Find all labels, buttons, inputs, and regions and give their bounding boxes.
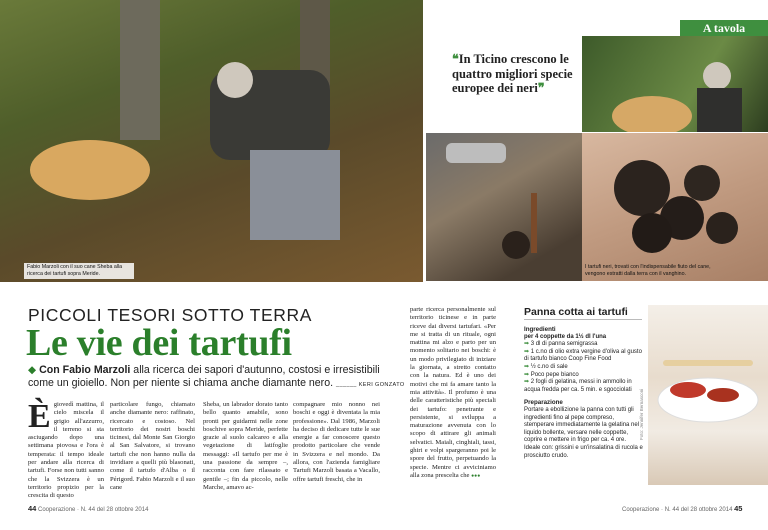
body-column-3: Sheba, un labrador dorato tanto bello quanto amabile, sono pronti per guidarmi nelle zone boschive sopra Meride, perfette grazie al suolo calcareo e alla vegetazione di latifoglie messaggi: «Il tartufo per me è una passione da sempre –, racconta con fare rilassato e gentile –; fin da piccolo, nelle Marche, amavo ac- — [203, 401, 288, 491]
byline-author: KERI GONZATO — [358, 382, 405, 388]
article-kicker: PICCOLI TESORI SOTTO TERRA — [28, 305, 312, 325]
pull-quote — [452, 52, 577, 96]
preparation-text: Portare a ebollizione la panna con tutti gli ingredienti fino al pepe compreso, stemperare immediatamente la gelatina nel liquido bollente, versare nelle coppette, coprire e mettere in frigo per ca. 4 ore. Ideale con: grissini e un'insalatina di rucola e prosciutto crudo. — [524, 406, 643, 459]
page-number-right: 45 — [734, 504, 743, 513]
photo-credit: Foto: Jennifer Bernasconi — [639, 388, 644, 440]
article-headline: Le vie dei tartufi — [26, 322, 292, 364]
body-text-1: giovedì mattina, il cielo miscela il grigio all'azzurro, il terreno si sta asciugando dopo una settimana piovosa e l'ora è temperata: il tempo ideale per andare alla ricerca di tartufi. Forse non tutti sanno che la Svizzera è un territorio propizio per la crescita di questo — [28, 401, 104, 500]
end-mark: ●●● — [471, 473, 481, 479]
photo-truffle-extraction — [426, 133, 582, 281]
footer-right — [622, 504, 742, 513]
deck-lead: Con Fabio Marzoli — [39, 364, 131, 376]
pull-quote-text: In Ticino crescono le quattro migliori specie europee dei neri — [452, 52, 573, 95]
dessert-illustration — [648, 305, 768, 485]
photo-truffle-hunter-with-dog — [0, 0, 423, 282]
page-number-left: 44 — [28, 504, 37, 513]
body-column-2: particolare fungo, chiamato anche diamante nero: raffinato, ricercato e costoso. Nel territorio dei nostri boschi ticinesi, dal Monte San Giorgio al San Salvatore, si trovano tartufi che non hanno nulla da invidiare a quelli più blasonati, come il tartufo d'Alba o il Périgord. Fabio Marzoli e il suo cane — [110, 401, 195, 491]
ingredient-item: ➡ 1 c.no di olio extra vergine d'oliva al gusto di tartufo bianco Coop Fine Food — [524, 349, 644, 364]
quote-close-mark: ❞ — [537, 81, 545, 95]
photo-caption-main: Fabio Marzoli con il suo cane Sheba alla ricerca dei tartufi sopra Meride. — [24, 263, 134, 279]
drop-cap: È — [28, 398, 51, 435]
body-text-5: parte ricerca personalmente sul territorio ticinese e in parte riceve dai diversi tartufari. «Per me si tratta di un rituale, ogni mattina mi alzo e parto per un momento solitario nei boschi: è un modo privilegiato di iniziare la giornata, a stretto contatto con la natura. Ed è uno dei motivi che mi fa amare tanto la mia attività». Il profumo è una delle caratteristiche più speciali dei tartufo: penetrante e persistente, si sviluppa a maturazione avvenuta con lo scopo di attirare gli animali selvatici. Maiali, cinghiali, tassi, ghiri e volpi spargeranno poi le spore del frutto, perpetuando la specie. Mentre ci avviciniamo alla zona prescelta che — [410, 306, 496, 479]
preparation-heading: Preparazione — [524, 399, 563, 407]
bullet-icon: ◆ — [28, 364, 37, 376]
body-column-4: compagnare mio nonno nei boschi e oggi è diventata la mia professione». Dal 1986, Marzoli ha deciso di dedicare tutte le sue energie a far conoscere questo prodotto particolare che vende in Svizzera e nel mondo. Da allora, con l'azienda famigliare Tartufi Marzoli basata a Vacallo, offre tartufi freschi, che in — [293, 401, 380, 483]
servings: per 4 coppette da 1½ dl l'una — [524, 333, 607, 340]
ingredient-item: ➡ 2 fogli di gelatina, messi in ammollo in acqua fredda per ca. 5 min. e sgocciolati — [524, 379, 644, 394]
truffles-illustration — [582, 133, 768, 281]
photo-caption-truffles: I tartufi neri, trovati con l'indispensabile fiuto del cane, vengono estratti dalla terra con il vanghino. — [585, 264, 711, 277]
recipe-title: Panna cotta ai tartufi — [524, 306, 628, 318]
forest-scene-illustration — [0, 0, 423, 282]
ingredient-item: ➡ ½ c.no di sale — [524, 364, 644, 372]
byline: ______ KERI GONZATO — [336, 382, 405, 388]
recipe-box — [524, 324, 644, 460]
extraction-illustration — [426, 133, 582, 281]
dog-portrait-illustration — [582, 36, 768, 132]
body-column-5 — [410, 306, 496, 481]
footer-left-text: Cooperazione · N. 44 del 28 ottobre 2014 — [38, 507, 149, 513]
section-label: A tavola — [680, 20, 768, 36]
photo-black-truffles — [582, 133, 768, 281]
footer-left — [28, 504, 148, 513]
body-column-1 — [28, 398, 104, 501]
article-deck — [28, 364, 408, 392]
photo-dog-and-owner — [582, 36, 768, 132]
quote-open-mark: ❝ — [452, 52, 459, 66]
ingredients-heading: Ingredienti — [524, 326, 556, 333]
recipe-rule — [524, 319, 642, 320]
photo-panna-cotta — [648, 305, 768, 485]
ingredient-item: ➡ 3 dl di panna semigrassa — [524, 341, 644, 349]
footer-right-text: Cooperazione · N. 44 del 28 ottobre 2014 — [622, 507, 733, 513]
deck-text: alla ricerca dei sapori d'autunno, costosi e irresistibili come un gioiello. Non per niente si chiama anche diamante nero. — [28, 364, 380, 389]
ingredient-item: ➡ Poco pepe bianco — [524, 372, 644, 380]
ingredients-list — [524, 341, 644, 394]
